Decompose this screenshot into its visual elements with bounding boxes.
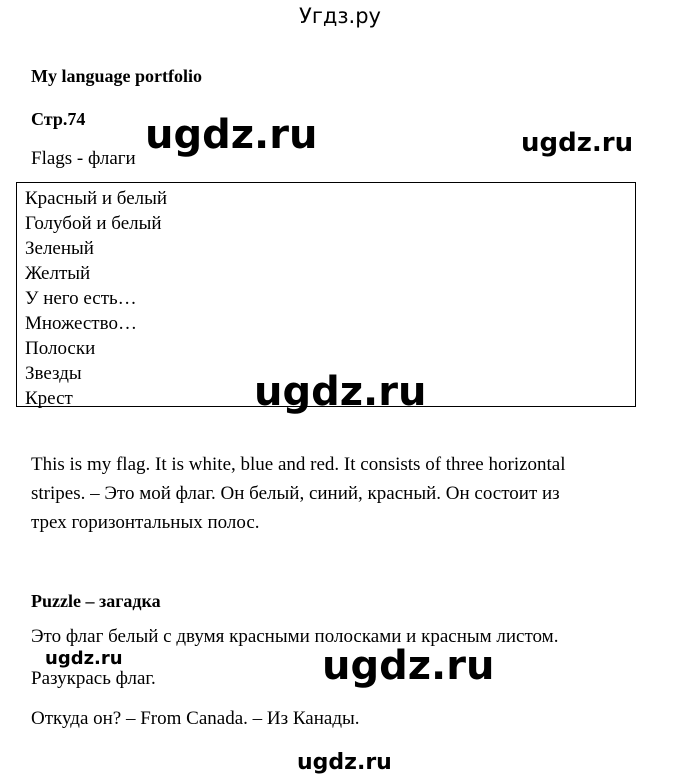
watermark: ugdz.ru xyxy=(45,648,123,669)
flag-description xyxy=(31,450,661,537)
vocabulary-item: Множество… xyxy=(25,313,137,334)
puzzle-text: Это флаг белый с двумя красными полосками и красным листом. xyxy=(31,626,559,647)
puzzle-title: Puzzle – загадка xyxy=(31,591,161,611)
page-number: Стр.74 xyxy=(31,109,86,129)
description-line: stripes. – Это мой флаг. Он белый, синий, красный. Он состоит из xyxy=(31,483,560,504)
watermark: ugdz.ru xyxy=(254,369,427,415)
vocabulary-list xyxy=(25,186,167,411)
vocabulary-item: Желтый xyxy=(25,263,91,284)
vocabulary-item: У него есть… xyxy=(25,288,137,309)
puzzle-instruction: Разукрась флаг. xyxy=(31,668,156,689)
vocabulary-item: Голубой и белый xyxy=(25,213,162,234)
site-header: Угдз.ру xyxy=(299,4,381,28)
vocabulary-item: Зеленый xyxy=(25,238,94,259)
watermark: ugdz.ru xyxy=(322,643,495,689)
watermark: ugdz.ru xyxy=(521,128,634,158)
watermark: ugdz.ru xyxy=(145,112,318,158)
description-line: трех горизонтальных полос. xyxy=(31,512,260,533)
puzzle-answer: Откуда он? – From Canada. – Из Канады. xyxy=(31,708,360,729)
vocabulary-item: Крест xyxy=(25,388,73,409)
watermark: ugdz.ru xyxy=(297,750,392,775)
vocabulary-item: Красный и белый xyxy=(25,188,168,209)
vocabulary-item: Полоски xyxy=(25,338,96,359)
description-line: This is my flag. It is white, blue and red. It consists of three horizontal xyxy=(31,454,566,475)
section-title: My language portfolio xyxy=(31,66,202,86)
vocabulary-item: Звезды xyxy=(25,363,82,384)
flags-label: Flags - флаги xyxy=(31,148,136,169)
